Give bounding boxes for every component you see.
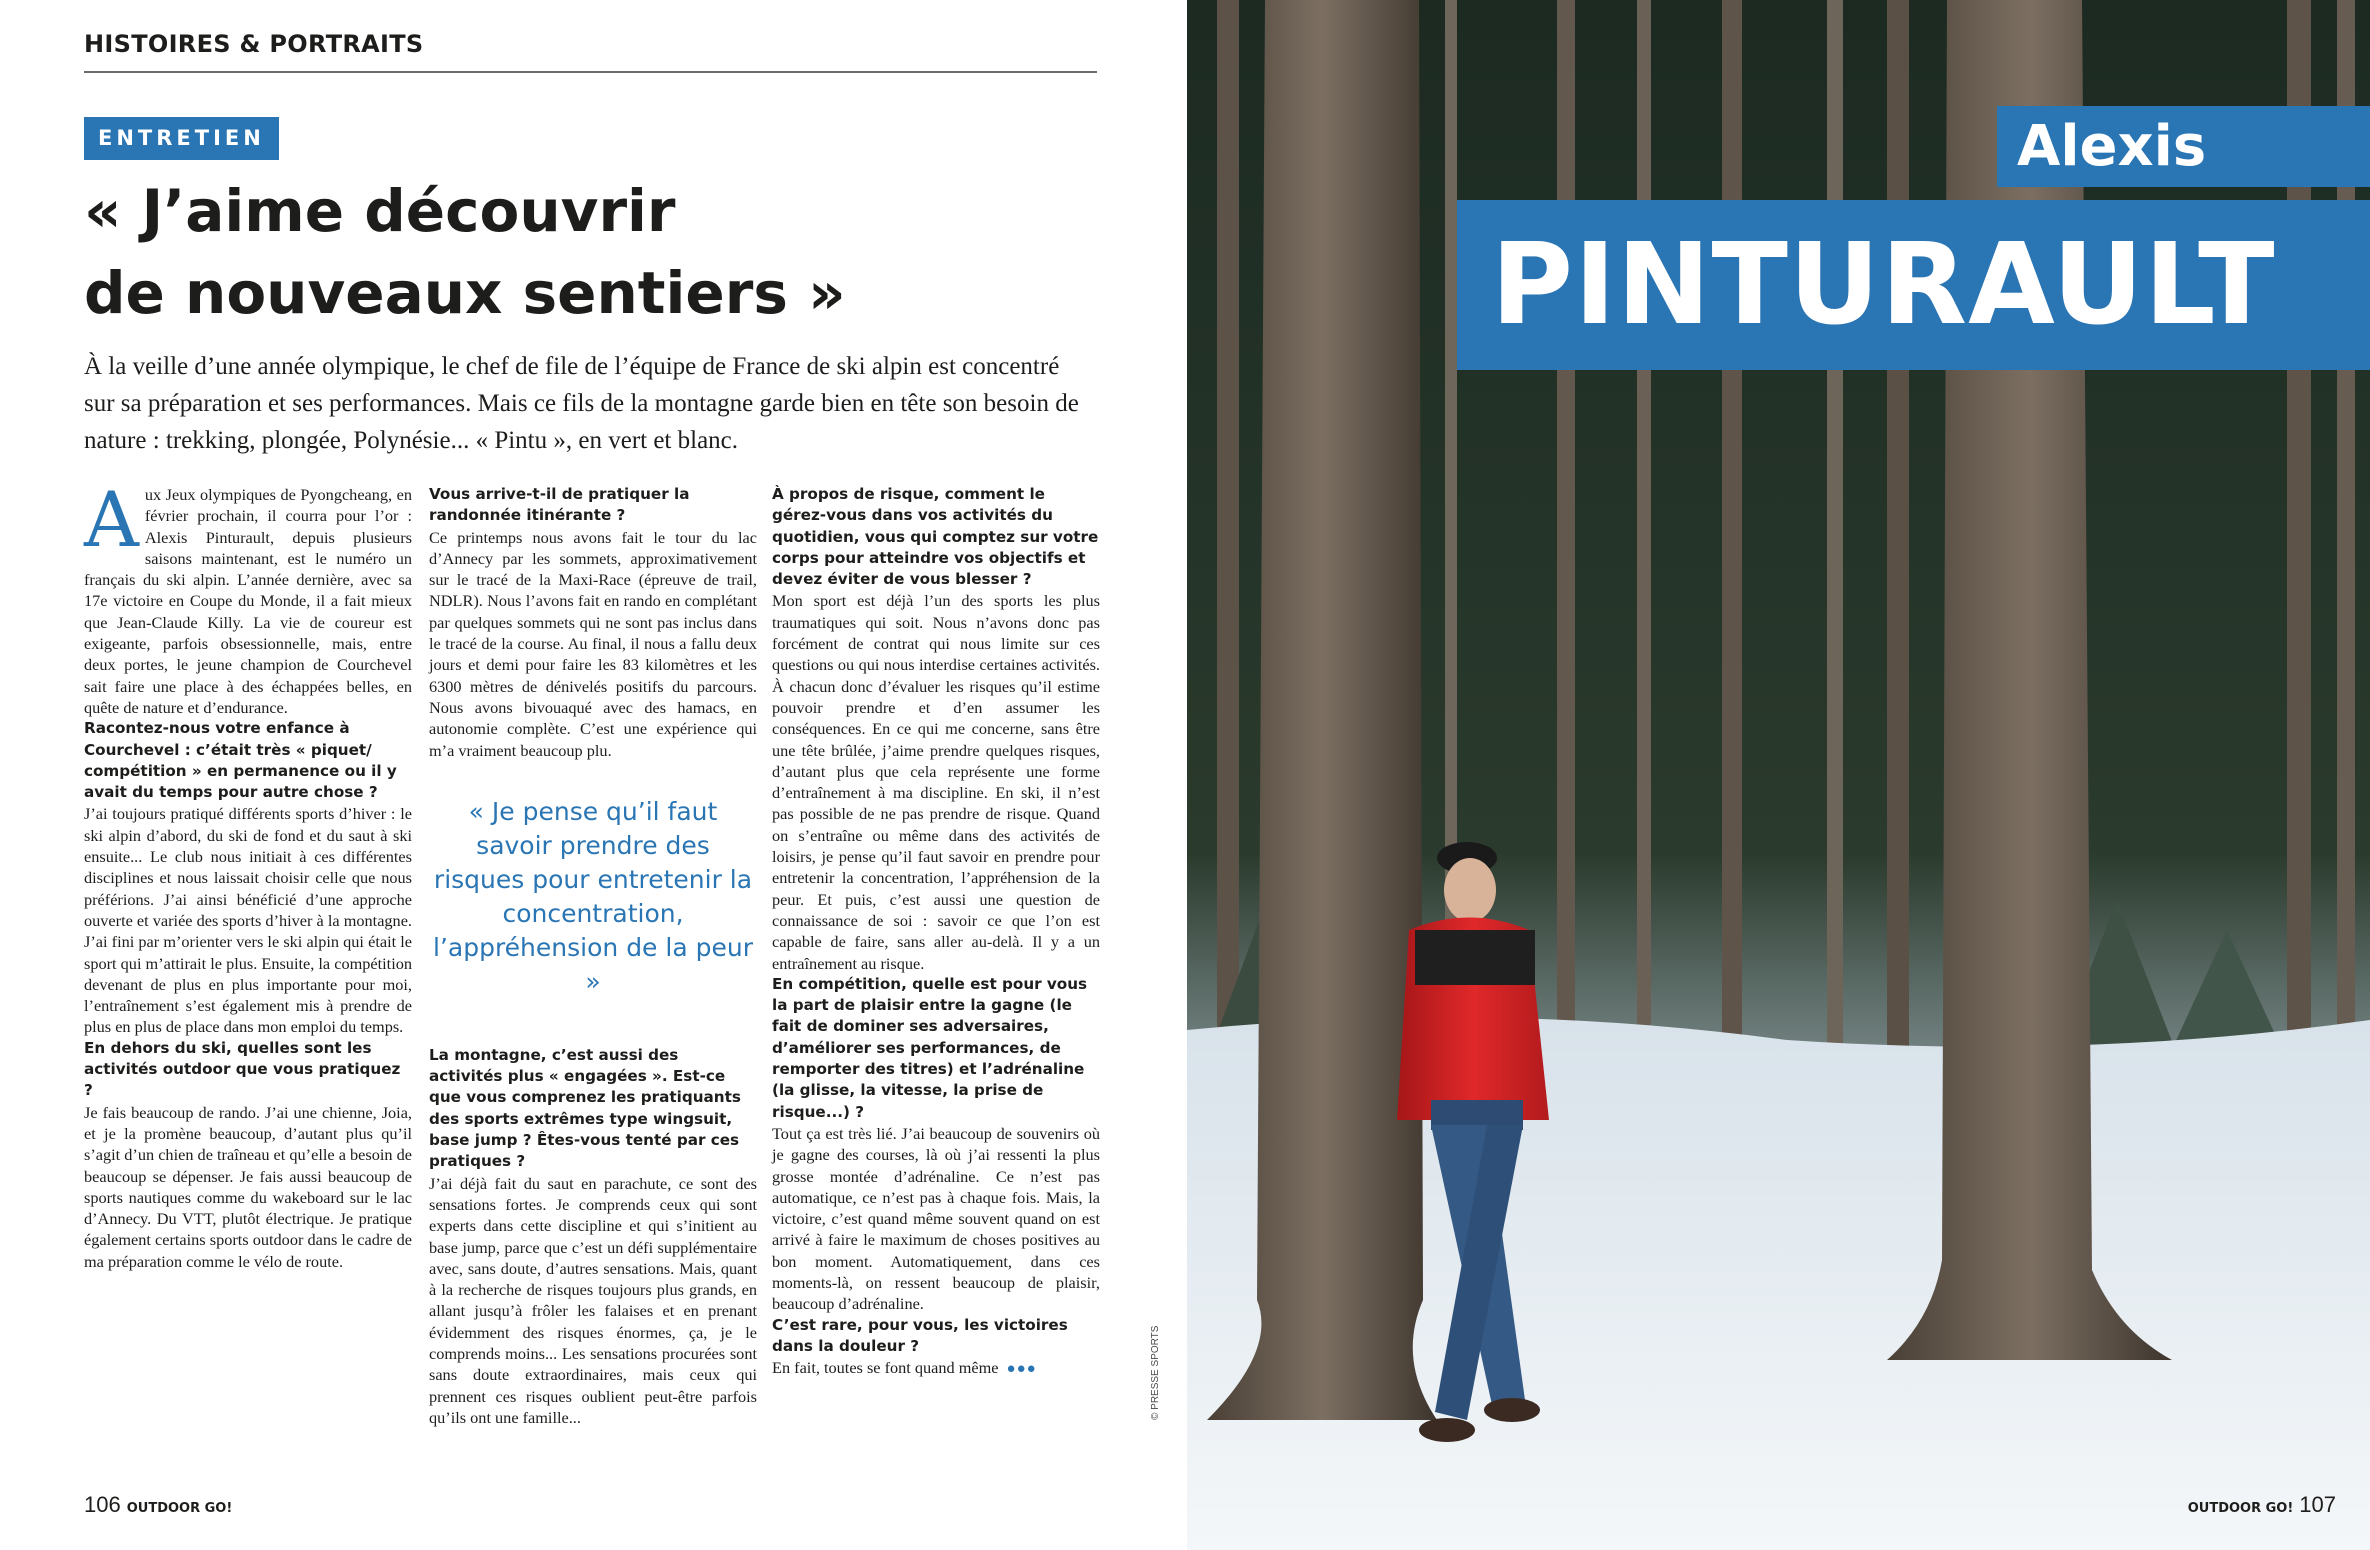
answer	[772, 1357, 1100, 1380]
question: Vous arrive-t-il de pratiquer la randonnée itinérante ?	[429, 485, 690, 525]
article-column-1	[84, 475, 412, 1272]
continue-dots-icon: ●●●	[1006, 1361, 1037, 1378]
headline-line-2: de nouveaux sentiers »	[84, 259, 846, 327]
question: Racontez-nous votre enfance à Courchevel : c’était très « piquet/ compétition » en permanence ou il y avait du temps pour autre chose ?	[84, 719, 397, 802]
question: En dehors du ski, quelles sont les activités outdoor que vous pratiquez ?	[84, 1038, 401, 1100]
question: La montagne, c’est aussi des activités plus « engagées ». Est-ce que vous comprenez les pratiquants des sports extrêmes type wingsuit, base jump ? Êtes-vous tenté par ces pratiques ?	[429, 1045, 741, 1171]
page-number-left: 106	[84, 1492, 121, 1517]
magazine-brand-left: OUTDOOR GO!	[126, 1501, 233, 1516]
question: C’est rare, pour vous, les victoires dans la douleur ?	[772, 1315, 1068, 1355]
subject-last-name: PINTURAULT	[1457, 200, 2370, 370]
photo-credit: © PRESSE SPORTS	[1150, 1325, 1161, 1420]
answer: Ce printemps nous avons fait le tour du lac d’Annecy par les sommets, approximativement sur le tracé de la Maxi-Race (épreuve de trail, NDLR). Nous l’avons fait en rando en complétant par quelques sommets qui ne sont pas inclus dans le tracé de la course. Au final, il nous a fallu deux jours et demi pour faire les 83 kilomètres et les 6300 mètres de dénivelés positifs du parcours. Nous avons bivouaqué avec des hamacs, en autonomie complète. C’est une expérience qui m’a vraiment beaucoup plu.	[429, 527, 757, 760]
section-header: HISTOIRES & PORTRAITS	[84, 30, 424, 58]
question: En compétition, quelle est pour vous la part de plaisir entre la gagne (le fait de dominer ses adversaires, d’améliorer ses performances, de remporter des titres) et l’adrénaline (la glisse, la vitesse, la prise de risque...) ?	[772, 974, 1088, 1121]
lede-text: ux Jeux olympiques de Pyongcheang, en février prochain, il courra pour l’or : Alexis Pinturault, depuis plusieurs saisons maintenant, est le numéro un français du ski alpin. L’année dernière, avec sa 17e victoire en Coupe du Monde, il a fait mieux que Jean-Claude Killy. La vie de coureur est exigeante, parfois obsessionnelle, mais, entre deux portes, le jeune champion de Courchevel sait faire une place à des échappées belles, en quête de nature et d’endurance.	[84, 485, 412, 717]
page-folio-right	[2188, 1492, 2336, 1518]
intro-paragraph: À la veille d’une année olympique, le chef de file de l’équipe de France de ski alpin est concentré sur sa préparation et ses performances. Mais ce fils de la montagne garde bien en tête son besoin de nature : trekking, plongée, Polynésie... « Pintu », en vert et blanc.	[84, 353, 1079, 454]
page-folio-left	[84, 1492, 232, 1518]
page-number-right: 107	[2299, 1492, 2336, 1517]
answer: J’ai déjà fait du saut en parachute, ce sont des sensations fortes. Je comprends ceux qui sont experts dans cette discipline et qui s’initient au base jump, parce que c’est un défi supplémentaire avec, sans doute, d’autres sensations. Mais, quant à la recherche de risques toujours plus grands, en allant jusqu’à frôler les falaises et en prenant évidemment des risques énormes, ça, je le comprends moins... Les sensations procurées sont sans doute extraordinaires, mais ceux qui prennent ces risques oublient peut-être parfois qu’ils ont une famille...	[429, 1173, 757, 1427]
pull-quote: « Je pense qu’il faut savoir prendre des risques pour entretenir la concentration, l’appréhension de la peur »	[433, 796, 753, 996]
question: À propos de risque, comment le gérez-vous dans vos activités du quotidien, vous qui comptez sur votre corps pour atteindre vos objectifs et devez éviter de vous blesser ?	[772, 485, 1099, 589]
answer: J’ai toujours pratiqué différents sports d’hiver : le ski alpin d’abord, du ski de fond et du saut à ski ensuite... Le club nous initiait à ces différentes disciplines et nous laissait choisir celle que nous préférions. J’ai ainsi bénéficié d’une approche ouverte et variée des sports d’hiver à la montagne. J’ai fini par m’orienter vers le ski alpin qui était le sport qui m’attirait le plus. Ensuite, la compétition devenant de plus en plus importante pour moi, l’entraînement s’est également mis à prendre de plus en plus de place dans mon emploi du temps.	[84, 804, 412, 1037]
answer: Tout ça est très lié. J’ai beaucoup de souvenirs où je gagne des courses, là où j’ai ressenti la plus grosse montée d’adrénaline. Ce n’est pas automatique, ce n’est pas à chaque fois. Mais, la victoire, c’est quand même souvent quand on est arrivé à faire le maximum de choses positives au bon moment. Automatiquement, dans ces moments-là, on ressent beaucoup de plaisir, beaucoup d’adrénaline.	[772, 1123, 1100, 1314]
drop-cap: A	[84, 475, 139, 564]
answer-text: En fait, toutes se font quand même	[772, 1358, 999, 1378]
headline	[84, 170, 1104, 334]
answer: Mon sport est déjà l’un des sports les plus traumatiques qui soit. Nous n’avons donc pas forcément de contrat qui nous limite sur ces questions ou qui nous interdise certaines activités. À chacun donc d’évaluer les risques qu’il estime pouvoir prendre et d’en assumer les conséquences. En ce qui me concerne, sans être une tête brûlée, j’aime prendre quelques risques, d’autant plus que cela représente une forme d’entraînement à ma discipline. En ski, il n’est pas possible de ne pas prendre de risque. Quand on s’entraîne ou même dans des activités de loisirs, je pense qu’il faut savoir en prendre pour entretenir la concentration, l’appréhension de la peur. Et puis, c’est aussi une question de connaissance de soi : savoir ce que l’on est capable de faire, sans aller au-delà. Il y a un entraînement au risque.	[772, 591, 1100, 973]
header-rule	[84, 71, 1097, 73]
category-tag: ENTRETIEN	[84, 117, 279, 160]
answer: Je fais beaucoup de rando. J’ai une chienne, Joia, et je la promène beaucoup, d’autant plus qu’il s’agit d’un chien de traîneau et qu’elle a besoin de beaucoup se dépenser. Je fais aussi beaucoup de sports nautiques comme du wakeboard sur le lac d’Annecy. Du VTT, plutôt électrique. Je pratique également certains sports outdoor dans le cadre de ma préparation comme le vélo de route.	[84, 1102, 412, 1271]
lede-paragraph	[84, 475, 412, 718]
subject-first-name: Alexis	[1997, 106, 2370, 187]
article-column-3	[772, 484, 1100, 1380]
article-column-2	[429, 484, 757, 1428]
headline-line-1: « J’aime découvrir	[84, 177, 676, 245]
magazine-brand-right: OUTDOOR GO!	[2187, 1501, 2294, 1516]
